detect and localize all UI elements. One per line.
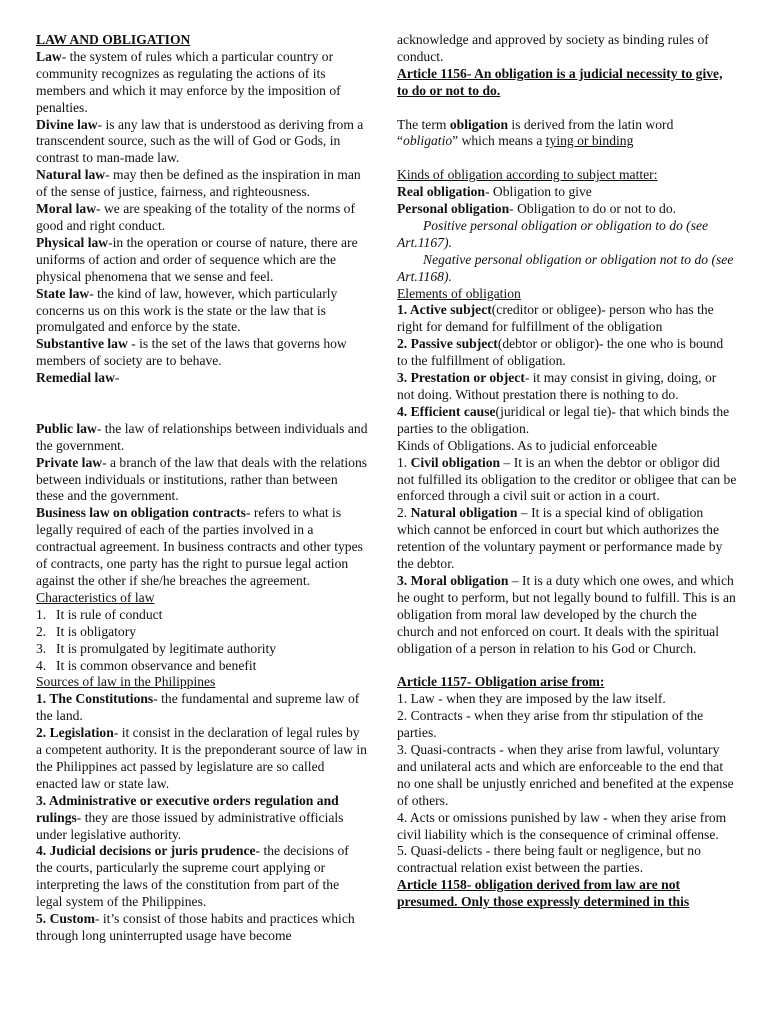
arise-item: 2. Contracts - when they arise from thr stipulation of the parties.	[397, 708, 704, 741]
article-1158: Article 1158- obligation derived from law are not presumed. Only those expressly determined in this	[397, 877, 690, 910]
list-item: 2. It is obligatory	[36, 623, 137, 639]
spacer	[397, 150, 737, 167]
source-judicial-decisions: 4. Judicial decisions or juris prudence- the decisions of the courts, particularly the supreme court applying or interpreting the laws of the constitution from part of the legal system of the Philippines.	[36, 843, 349, 910]
civil-obligation: 1. Civil obligation – It is an when the debtor or obligor did not fulfilled its obligation to the creditor or obligee that can be enforced through a civil suit or action in a court.	[397, 454, 737, 504]
positive-obligation-note: Positive personal obligation or obligation to do (see Art.1167).	[397, 217, 709, 250]
definition-business-law: Business law on obligation contracts- refers to what is legally required of each of the parties involved in a contractual agreement. In business contracts and other types of contracts, one party has the right to pursue legal action against the other if she/he breaches the agreement.	[36, 505, 363, 588]
elements-heading: Elements of obligation	[397, 285, 521, 301]
arise-item: 1. Law - when they are imposed by the law itself.	[397, 691, 666, 707]
spacer	[397, 658, 737, 675]
definition-natural-law: Natural law- may then be defined as the inspiration in man of the sense of justice, fairness, and righteousness.	[36, 167, 361, 200]
definition-physical-law: Physical law-in the operation or course of nature, there are uniforms of action and order of sequence which are the physical phenomena that we sense and feel.	[36, 234, 358, 284]
definition-moral-law: Moral law- we are speaking of the totality of the norms of good and right conduct.	[36, 201, 355, 233]
definition-state-law: State law- the kind of law, however, which particularly concerns us on this work is the state or the law that is promulgated and enforce by the state.	[36, 285, 338, 335]
element-active-subject: 1. Active subject(creditor or obligee)- person who has the right for demand for fulfillment of the obligation	[397, 302, 714, 335]
definition-divine-law: Divine law- is any law that is understood as deriving from a transcendent source, such as the will of God or Gods, in contrast to man-made law.	[36, 116, 364, 166]
arise-item: 3. Quasi-contracts - when they arise from lawful, voluntary and unilateral acts and which are enforceable to the end that no one shall be unjustly enriched and benefited at the expense of others.	[397, 742, 734, 808]
sources-heading: Sources of law in the Philippines	[36, 674, 216, 690]
element-efficient-cause: 4. Efficient cause(juridical or legal tie)- that which binds the parties to the obligation.	[397, 403, 730, 436]
kinds-subject-heading: Kinds of obligation according to subject matter:	[397, 167, 658, 183]
source-legislation: 2. Legislation- it consist in the declaration of legal rules by a competent authority. It is the preponderant source of law in the Philippines act passed by legislature are so called enacted law or state law.	[36, 725, 367, 791]
personal-obligation: Personal obligation- Obligation to do or not to do.	[397, 201, 677, 217]
etymology-paragraph: The term obligation is derived from the latin word “obligatio” which means a tying or binding	[397, 116, 674, 149]
characteristics-list	[36, 607, 368, 675]
kinds-enforce-heading: Kinds of Obligations. As to judicial enforceable	[397, 437, 658, 453]
definition-law: Law- the system of rules which a particular country or community recognizes as regulating the actions of its members and which it may enforce by the imposition of penalties.	[36, 48, 341, 115]
arise-item: 5. Quasi-delicts - there being fault or negligence, but no contractual relation exist between the parties.	[397, 843, 701, 876]
definition-public-law: Public law- the law of relationships between individuals and the government.	[36, 420, 368, 453]
right-column	[397, 32, 737, 911]
document-title: LAW AND OBLIGATION	[36, 32, 191, 47]
definition-substantive-law: Substantive law - is the set of the laws that governs how members of society are to behave.	[36, 336, 347, 369]
custom-continuation: acknowledge and approved by society as binding rules of conduct.	[397, 32, 709, 64]
definition-private-law: Private law- a branch of the law that deals with the relations between individuals or institutions, rather than between these and the government.	[36, 454, 368, 504]
list-item: 1. It is rule of conduct	[36, 606, 163, 622]
list-item: 4. It is common observance and benefit	[36, 657, 257, 673]
element-prestation: 3. Prestation or object- it may consist in giving, doing, or not doing. Without prestation there is nothing to do.	[397, 370, 717, 402]
article-1157: Article 1157- Obligation arise from:	[397, 674, 605, 690]
source-administrative-orders: 3. Administrative or executive orders regulation and rulings- they are those issued by administrative officials under legislative authority.	[36, 792, 344, 842]
definition-remedial-law: Remedial law-	[36, 370, 120, 386]
real-obligation: Real obligation- Obligation to give	[397, 184, 592, 200]
arise-item: 4. Acts or omissions punished by law - when they arise from civil liability which is the consequence of criminal offense.	[397, 809, 727, 842]
article-1156: Article 1156- An obligation is a judicial necessity to give, to do or not to do.	[397, 65, 723, 98]
spacer	[397, 100, 737, 117]
source-constitutions: 1. The Constitutions- the fundamental and supreme law of the land.	[36, 691, 360, 724]
moral-obligation: 3. Moral obligation – It is a duty which one owes, and which he ought to perform, but not legally bound to fulfill. This is an obligation from moral law developed by the church the church and not enforced on court. It deals with the spiritual obligation of a person in relation to his God or Church.	[397, 572, 736, 656]
element-passive-subject: 2. Passive subject(debtor or obligor)- the one who is bound to the fulfillment of obligation.	[397, 336, 724, 369]
source-custom: 5. Custom- it’s consist of those habits and practices which through long uninterrupted usage have become	[36, 911, 355, 944]
spacer	[36, 387, 368, 421]
negative-obligation-note: Negative personal obligation or obligation not to do (see Art.1168).	[397, 251, 734, 284]
left-column	[36, 32, 368, 945]
characteristics-heading: Characteristics of law	[36, 589, 155, 605]
list-item: 3. It is promulgated by legitimate authority	[36, 640, 277, 656]
natural-obligation: 2. Natural obligation – It is a special kind of obligation which cannot be enforced in court but which authorizes the retention of the voluntary payment or performance made by the debtor.	[397, 505, 723, 572]
